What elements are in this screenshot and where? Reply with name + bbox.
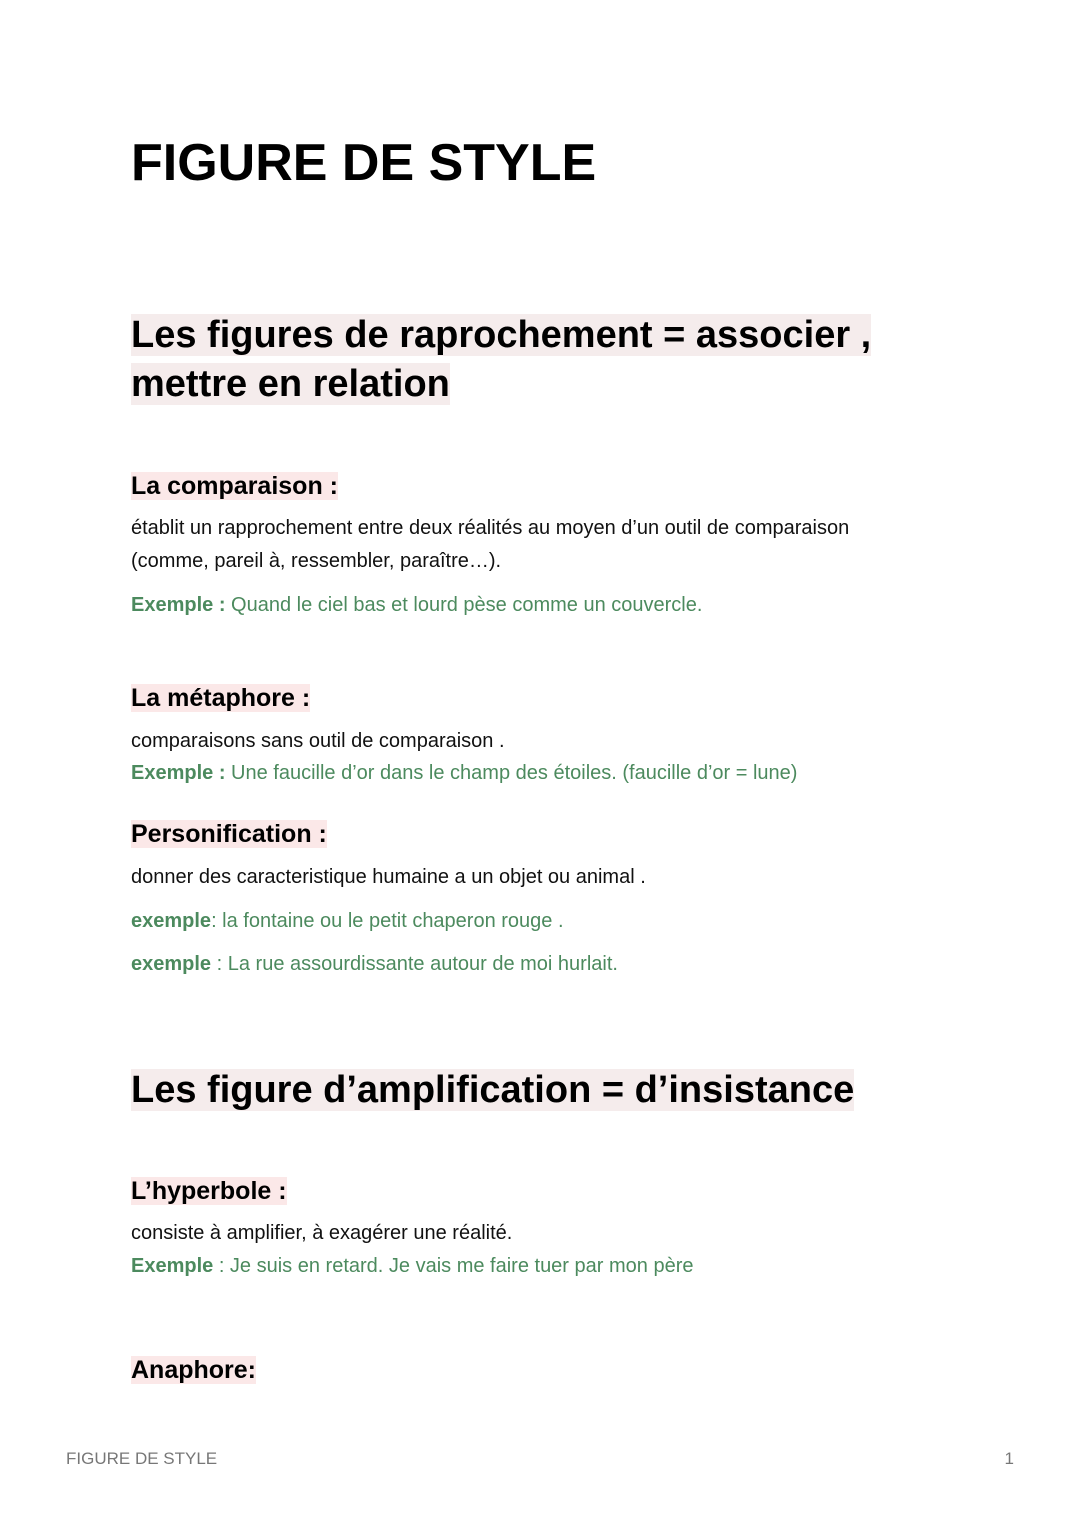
section-heading-text: mettre en relation xyxy=(131,363,450,405)
example-label: Exemple : xyxy=(131,594,226,616)
section-heading-text: Les figure d’amplification = d’insistance xyxy=(131,1069,855,1111)
comparaison-example xyxy=(131,592,702,618)
subheading-text: La métaphore : xyxy=(131,684,311,712)
example-label: Exemple xyxy=(131,1255,214,1277)
subheading-hyperbole xyxy=(131,1175,287,1207)
example-text: : La rue assourdissante autour de moi hurlait. xyxy=(211,953,618,975)
example-text: Quand le ciel bas et lourd pèse comme un couvercle. xyxy=(225,594,703,616)
example-label: exemple xyxy=(131,953,212,975)
example-label: Exemple : xyxy=(131,762,226,784)
subheading-anaphore xyxy=(131,1354,256,1386)
example-text: : la fontaine ou le petit chaperon rouge . xyxy=(211,910,564,932)
metaphore-example xyxy=(131,760,797,786)
subheading-personification xyxy=(131,818,327,850)
example-text: : Je suis en retard. Je vais me faire tuer par mon père xyxy=(213,1255,694,1277)
footer-title: FIGURE DE STYLE xyxy=(66,1449,218,1468)
subheading-comparaison xyxy=(131,470,338,502)
section-heading-amplification xyxy=(131,1066,854,1114)
subheading-text: La comparaison : xyxy=(131,472,338,500)
example-label: exemple xyxy=(131,910,212,932)
section-heading-rapprochement-line1 xyxy=(131,311,871,359)
personification-example-1 xyxy=(131,908,564,934)
subheading-text: Anaphore: xyxy=(131,1356,256,1384)
subheading-text: Personification : xyxy=(131,820,327,848)
comparaison-description-line2: (comme, pareil à, ressembler, paraître…). xyxy=(131,550,502,572)
comparaison-description-line1: établit un rapprochement entre deux réalités au moyen d’un outil de comparaison xyxy=(131,517,850,539)
subheading-text: L’hyperbole : xyxy=(131,1177,287,1205)
hyperbole-description: consiste à amplifier, à exagérer une réalité. xyxy=(131,1222,513,1244)
example-text: Une faucille d’or dans le champ des étoiles. (faucille d’or = lune) xyxy=(225,762,798,784)
section-heading-text: Les figures de raprochement = associer , xyxy=(131,314,872,356)
page-number: 1 xyxy=(1004,1449,1014,1468)
metaphore-description: comparaisons sans outil de comparaison . xyxy=(131,730,505,752)
personification-example-2 xyxy=(131,951,618,977)
section-heading-rapprochement-line2 xyxy=(131,360,450,408)
hyperbole-example xyxy=(131,1253,693,1279)
page-title: FIGURE DE STYLE xyxy=(131,134,597,192)
subheading-metaphore xyxy=(131,682,310,714)
personification-description: donner des caracteristique humaine a un objet ou animal . xyxy=(131,866,646,888)
